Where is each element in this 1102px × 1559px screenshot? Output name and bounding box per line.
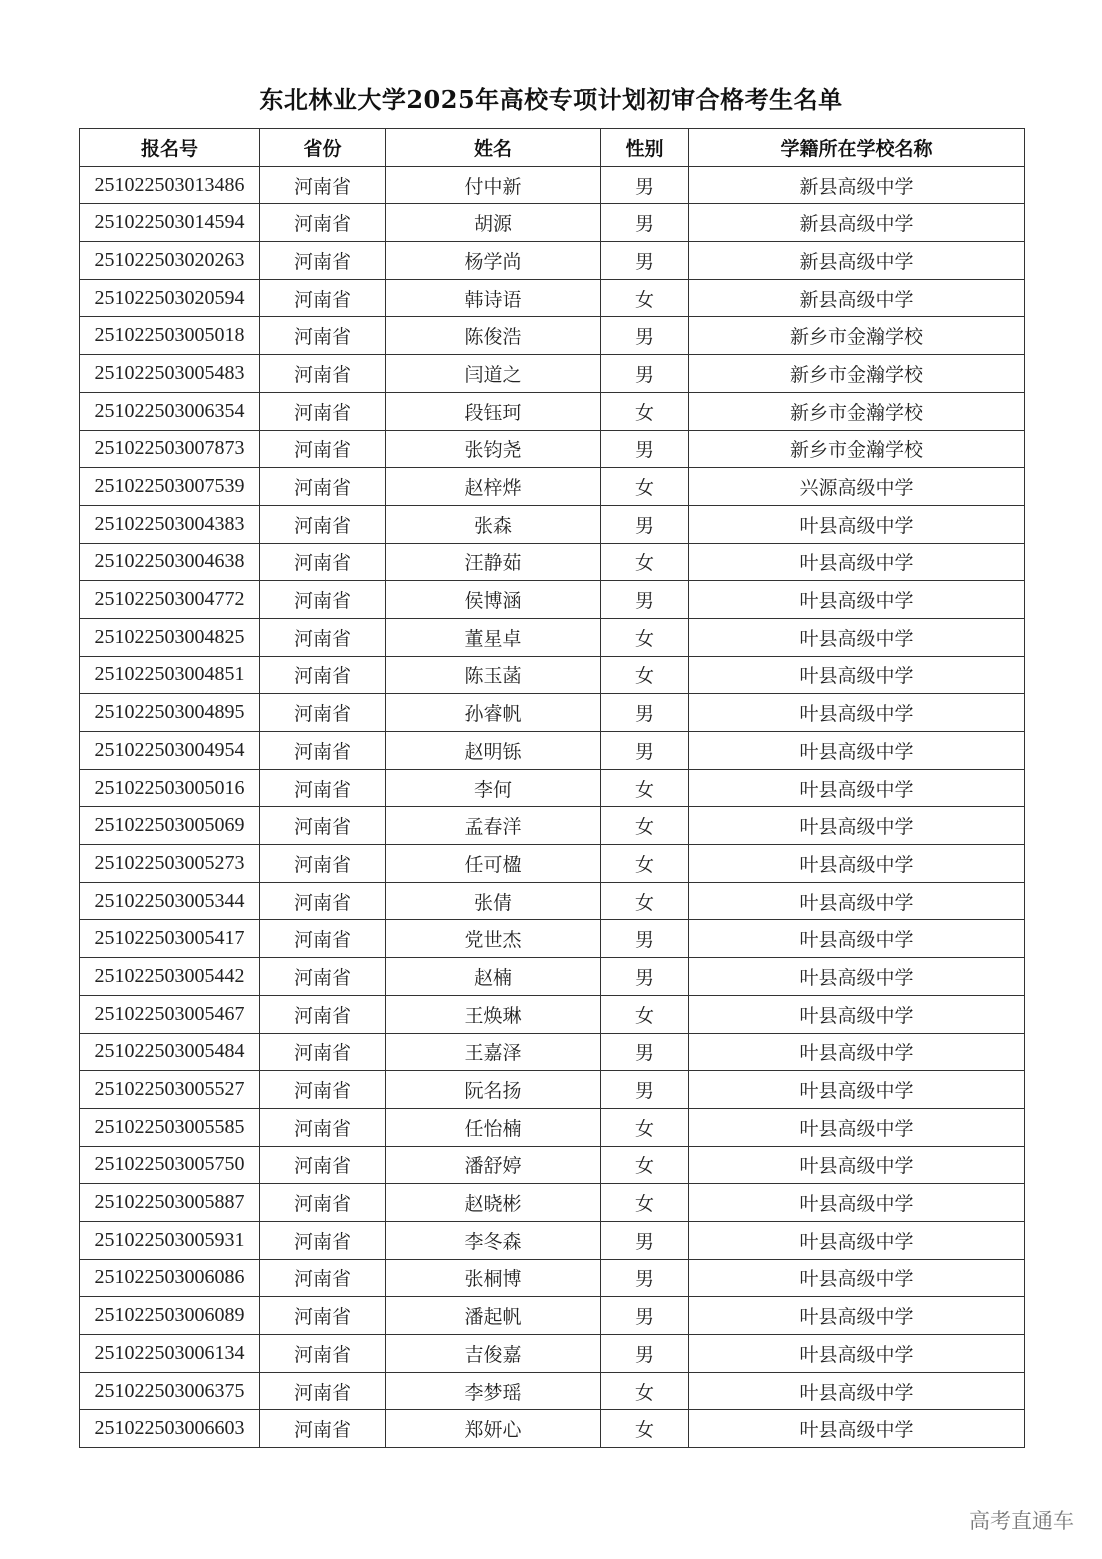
table-row <box>80 430 1025 468</box>
cell-gender: 男 <box>601 505 689 543</box>
cell-province: 河南省 <box>260 204 386 242</box>
cell-school: 叶县高级中学 <box>689 807 1025 845</box>
table-row <box>80 204 1025 242</box>
cell-id: 251022503005442 <box>80 958 260 996</box>
cell-name: 李何 <box>386 769 601 807</box>
cell-gender: 男 <box>601 1259 689 1297</box>
cell-gender: 女 <box>601 1146 689 1184</box>
cell-school: 新乡市金瀚学校 <box>689 430 1025 468</box>
cell-gender: 女 <box>601 543 689 581</box>
cell-school: 叶县高级中学 <box>689 543 1025 581</box>
cell-name: 阮名扬 <box>386 1071 601 1109</box>
cell-province: 河南省 <box>260 1108 386 1146</box>
cell-province: 河南省 <box>260 581 386 619</box>
cell-school: 叶县高级中学 <box>689 1071 1025 1109</box>
cell-id: 251022503006089 <box>80 1297 260 1335</box>
cell-province: 河南省 <box>260 1033 386 1071</box>
cell-school: 叶县高级中学 <box>689 1033 1025 1071</box>
cell-name: 孙睿帆 <box>386 694 601 732</box>
cell-name: 赵梓烨 <box>386 468 601 506</box>
cell-gender: 男 <box>601 958 689 996</box>
cell-name: 张倩 <box>386 882 601 920</box>
cell-province: 河南省 <box>260 279 386 317</box>
column-header-school: 学籍所在学校名称 <box>689 129 1025 167</box>
cell-school: 叶县高级中学 <box>689 1259 1025 1297</box>
cell-school: 叶县高级中学 <box>689 656 1025 694</box>
table-row <box>80 1372 1025 1410</box>
table-row <box>80 1297 1025 1335</box>
cell-province: 河南省 <box>260 1410 386 1448</box>
table-row <box>80 958 1025 996</box>
cell-province: 河南省 <box>260 618 386 656</box>
table-row <box>80 995 1025 1033</box>
cell-name: 吉俊嘉 <box>386 1335 601 1373</box>
cell-school: 叶县高级中学 <box>689 1297 1025 1335</box>
cell-gender: 女 <box>601 882 689 920</box>
cell-name: 任怡楠 <box>386 1108 601 1146</box>
column-header-id: 报名号 <box>80 129 260 167</box>
table-row <box>80 845 1025 883</box>
cell-gender: 女 <box>601 279 689 317</box>
cell-school: 叶县高级中学 <box>689 769 1025 807</box>
cell-id: 251022503005018 <box>80 317 260 355</box>
cell-province: 河南省 <box>260 1221 386 1259</box>
cell-name: 李冬森 <box>386 1221 601 1259</box>
cell-gender: 女 <box>601 1372 689 1410</box>
table-row <box>80 543 1025 581</box>
column-header-name: 姓名 <box>386 129 601 167</box>
cell-school: 叶县高级中学 <box>689 1335 1025 1373</box>
cell-school: 叶县高级中学 <box>689 958 1025 996</box>
table-row <box>80 656 1025 694</box>
cell-gender: 女 <box>601 807 689 845</box>
cell-gender: 男 <box>601 1071 689 1109</box>
cell-gender: 男 <box>601 166 689 204</box>
cell-school: 叶县高级中学 <box>689 732 1025 770</box>
cell-province: 河南省 <box>260 468 386 506</box>
cell-school: 叶县高级中学 <box>689 505 1025 543</box>
cell-province: 河南省 <box>260 1372 386 1410</box>
table-row <box>80 242 1025 280</box>
cell-id: 251022503004638 <box>80 543 260 581</box>
cell-gender: 男 <box>601 1033 689 1071</box>
cell-id: 251022503004825 <box>80 618 260 656</box>
cell-school: 新县高级中学 <box>689 166 1025 204</box>
cell-gender: 女 <box>601 618 689 656</box>
cell-name: 王焕琳 <box>386 995 601 1033</box>
cell-school: 叶县高级中学 <box>689 1221 1025 1259</box>
cell-school: 叶县高级中学 <box>689 581 1025 619</box>
table-row <box>80 1184 1025 1222</box>
cell-gender: 男 <box>601 317 689 355</box>
table-row <box>80 279 1025 317</box>
cell-province: 河南省 <box>260 543 386 581</box>
cell-gender: 男 <box>601 242 689 280</box>
cell-id: 251022503005016 <box>80 769 260 807</box>
cell-province: 河南省 <box>260 392 386 430</box>
cell-id: 251022503004954 <box>80 732 260 770</box>
cell-name: 董星卓 <box>386 618 601 656</box>
cell-gender: 女 <box>601 995 689 1033</box>
cell-province: 河南省 <box>260 166 386 204</box>
cell-gender: 男 <box>601 581 689 619</box>
table-row <box>80 1410 1025 1448</box>
cell-name: 韩诗语 <box>386 279 601 317</box>
cell-province: 河南省 <box>260 1297 386 1335</box>
cell-school: 新乡市金瀚学校 <box>689 392 1025 430</box>
table-row <box>80 1259 1025 1297</box>
cell-id: 251022503006354 <box>80 392 260 430</box>
cell-name: 任可楹 <box>386 845 601 883</box>
cell-id: 251022503005344 <box>80 882 260 920</box>
cell-id: 251022503005931 <box>80 1221 260 1259</box>
cell-id: 251022503005467 <box>80 995 260 1033</box>
cell-gender: 女 <box>601 769 689 807</box>
cell-id: 251022503013486 <box>80 166 260 204</box>
cell-name: 赵晓彬 <box>386 1184 601 1222</box>
cell-province: 河南省 <box>260 1071 386 1109</box>
table-row <box>80 505 1025 543</box>
cell-school: 新乡市金瀚学校 <box>689 355 1025 393</box>
cell-school: 新乡市金瀚学校 <box>689 317 1025 355</box>
table-row <box>80 581 1025 619</box>
cell-province: 河南省 <box>260 769 386 807</box>
cell-school: 叶县高级中学 <box>689 1108 1025 1146</box>
cell-gender: 男 <box>601 732 689 770</box>
cell-school: 叶县高级中学 <box>689 845 1025 883</box>
cell-school: 叶县高级中学 <box>689 1372 1025 1410</box>
cell-id: 251022503005887 <box>80 1184 260 1222</box>
cell-name: 张桐博 <box>386 1259 601 1297</box>
cell-name: 赵明铄 <box>386 732 601 770</box>
cell-province: 河南省 <box>260 355 386 393</box>
cell-id: 251022503004772 <box>80 581 260 619</box>
table-row <box>80 1146 1025 1184</box>
cell-province: 河南省 <box>260 732 386 770</box>
cell-name: 郑妍心 <box>386 1410 601 1448</box>
cell-id: 251022503006375 <box>80 1372 260 1410</box>
table-row <box>80 468 1025 506</box>
cell-gender: 女 <box>601 392 689 430</box>
table-body <box>80 166 1025 1447</box>
cell-gender: 男 <box>601 920 689 958</box>
cell-name: 杨学尚 <box>386 242 601 280</box>
cell-name: 闫道之 <box>386 355 601 393</box>
cell-id: 251022503007873 <box>80 430 260 468</box>
table-row <box>80 166 1025 204</box>
cell-name: 陈俊浩 <box>386 317 601 355</box>
cell-name: 陈玉菡 <box>386 656 601 694</box>
cell-gender: 女 <box>601 1184 689 1222</box>
cell-gender: 男 <box>601 204 689 242</box>
cell-province: 河南省 <box>260 882 386 920</box>
cell-school: 新县高级中学 <box>689 204 1025 242</box>
cell-name: 付中新 <box>386 166 601 204</box>
cell-id: 251022503020594 <box>80 279 260 317</box>
table-row <box>80 807 1025 845</box>
column-header-province: 省份 <box>260 129 386 167</box>
cell-school: 叶县高级中学 <box>689 1146 1025 1184</box>
table-row <box>80 1108 1025 1146</box>
cell-id: 251022503004851 <box>80 656 260 694</box>
cell-province: 河南省 <box>260 656 386 694</box>
cell-id: 251022503006086 <box>80 1259 260 1297</box>
cell-gender: 男 <box>601 355 689 393</box>
cell-id: 251022503005417 <box>80 920 260 958</box>
table-row <box>80 1221 1025 1259</box>
cell-name: 党世杰 <box>386 920 601 958</box>
cell-gender: 男 <box>601 1297 689 1335</box>
table-row <box>80 694 1025 732</box>
cell-province: 河南省 <box>260 807 386 845</box>
cell-province: 河南省 <box>260 1335 386 1373</box>
cell-gender: 女 <box>601 1410 689 1448</box>
table-row <box>80 732 1025 770</box>
cell-school: 叶县高级中学 <box>689 995 1025 1033</box>
table-row <box>80 769 1025 807</box>
cell-gender: 男 <box>601 1335 689 1373</box>
cell-id: 251022503004383 <box>80 505 260 543</box>
cell-id: 251022503020263 <box>80 242 260 280</box>
cell-name: 汪静茹 <box>386 543 601 581</box>
cell-id: 251022503014594 <box>80 204 260 242</box>
table-row <box>80 1335 1025 1373</box>
cell-school: 叶县高级中学 <box>689 1410 1025 1448</box>
table-row <box>80 882 1025 920</box>
cell-province: 河南省 <box>260 430 386 468</box>
table-row <box>80 317 1025 355</box>
cell-school: 叶县高级中学 <box>689 1184 1025 1222</box>
table-header-row <box>80 129 1025 167</box>
cell-name: 王嘉泽 <box>386 1033 601 1071</box>
cell-province: 河南省 <box>260 1184 386 1222</box>
table-row <box>80 1071 1025 1109</box>
cell-gender: 男 <box>601 430 689 468</box>
watermark: 高考直通车 <box>969 1509 1074 1533</box>
cell-school: 新县高级中学 <box>689 242 1025 280</box>
cell-school: 兴源高级中学 <box>689 468 1025 506</box>
table-row <box>80 618 1025 656</box>
cell-id: 251022503006603 <box>80 1410 260 1448</box>
cell-gender: 女 <box>601 656 689 694</box>
table-row <box>80 920 1025 958</box>
cell-id: 251022503005585 <box>80 1108 260 1146</box>
table-row <box>80 392 1025 430</box>
cell-province: 河南省 <box>260 1146 386 1184</box>
cell-province: 河南省 <box>260 317 386 355</box>
cell-name: 李梦瑶 <box>386 1372 601 1410</box>
cell-id: 251022503006134 <box>80 1335 260 1373</box>
cell-province: 河南省 <box>260 958 386 996</box>
cell-id: 251022503005273 <box>80 845 260 883</box>
column-header-gender: 性别 <box>601 129 689 167</box>
cell-id: 251022503005750 <box>80 1146 260 1184</box>
cell-name: 潘舒婷 <box>386 1146 601 1184</box>
cell-id: 251022503005069 <box>80 807 260 845</box>
cell-name: 张钧尧 <box>386 430 601 468</box>
cell-gender: 男 <box>601 694 689 732</box>
cell-province: 河南省 <box>260 694 386 732</box>
cell-id: 251022503005484 <box>80 1033 260 1071</box>
cell-province: 河南省 <box>260 505 386 543</box>
cell-name: 段钰珂 <box>386 392 601 430</box>
cell-id: 251022503005483 <box>80 355 260 393</box>
cell-gender: 男 <box>601 1221 689 1259</box>
cell-province: 河南省 <box>260 1259 386 1297</box>
candidate-table <box>79 128 1025 1448</box>
cell-school: 叶县高级中学 <box>689 694 1025 732</box>
cell-gender: 女 <box>601 1108 689 1146</box>
cell-school: 叶县高级中学 <box>689 882 1025 920</box>
cell-name: 张森 <box>386 505 601 543</box>
cell-id: 251022503004895 <box>80 694 260 732</box>
cell-school: 新县高级中学 <box>689 279 1025 317</box>
cell-province: 河南省 <box>260 242 386 280</box>
cell-id: 251022503007539 <box>80 468 260 506</box>
cell-school: 叶县高级中学 <box>689 920 1025 958</box>
document-title: 东北林业大学2025年高校专项计划初审合格考生名单 <box>259 85 843 114</box>
cell-name: 赵楠 <box>386 958 601 996</box>
cell-id: 251022503005527 <box>80 1071 260 1109</box>
cell-name: 孟春洋 <box>386 807 601 845</box>
cell-gender: 女 <box>601 468 689 506</box>
cell-province: 河南省 <box>260 920 386 958</box>
cell-province: 河南省 <box>260 845 386 883</box>
cell-gender: 女 <box>601 845 689 883</box>
cell-province: 河南省 <box>260 995 386 1033</box>
table-row <box>80 355 1025 393</box>
cell-name: 胡源 <box>386 204 601 242</box>
cell-name: 潘起帆 <box>386 1297 601 1335</box>
table-row <box>80 1033 1025 1071</box>
cell-name: 侯博涵 <box>386 581 601 619</box>
cell-school: 叶县高级中学 <box>689 618 1025 656</box>
